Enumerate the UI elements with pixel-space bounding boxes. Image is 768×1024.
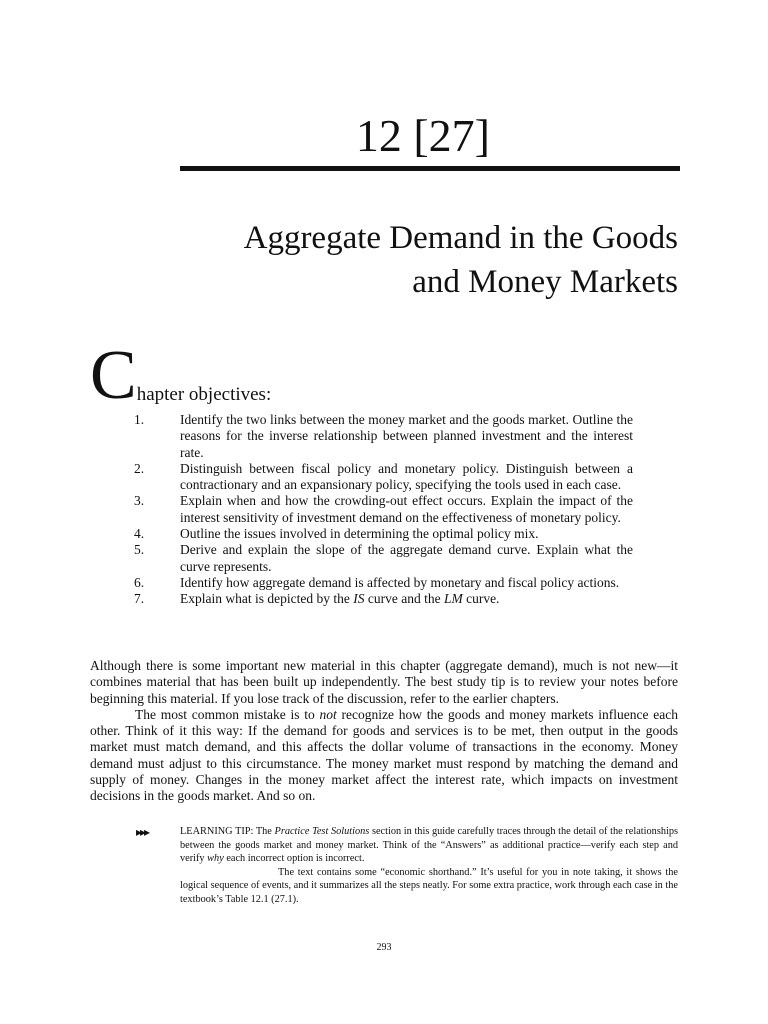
drop-cap: C bbox=[90, 337, 137, 414]
learning-tip bbox=[180, 825, 678, 907]
objective-text: Identify the two links between the money market and the goods market. Outline the reasons for the inverse relationship between planned investment and the interest rate. bbox=[180, 412, 633, 460]
objective-item bbox=[130, 542, 633, 575]
objective-number: 3. bbox=[134, 493, 145, 509]
objectives-heading bbox=[90, 337, 272, 414]
tip-emphasis: Practice Test Solutions bbox=[274, 826, 370, 837]
objective-number: 2. bbox=[134, 460, 145, 476]
objective-text-part: curve. bbox=[462, 591, 500, 607]
body-paragraph-2 bbox=[90, 707, 678, 805]
objective-item bbox=[130, 575, 633, 591]
objective-number: 4. bbox=[134, 526, 145, 542]
objective-item bbox=[130, 461, 633, 494]
emphasis: not bbox=[319, 706, 337, 722]
objective-text-part: Explain what is depicted by the bbox=[180, 591, 354, 607]
learning-tip-paragraph-1 bbox=[180, 825, 678, 866]
objective-item bbox=[130, 526, 633, 542]
objective-item bbox=[130, 591, 633, 607]
body-text bbox=[90, 658, 678, 805]
objective-text: Explain when and how the crowding-out effect occurs. Explain the impact of the interest sensitivity of investment demand on the effectiveness of monetary policy. bbox=[180, 493, 633, 525]
tip-text: LEARNING TIP: The bbox=[180, 826, 275, 837]
chapter-title bbox=[244, 216, 678, 304]
body-paragraph-1: Although there is some important new material in this chapter (aggregate demand), much is not new—it combines material that has been built up independently. The best study tip is to review your notes before beginning this material. If you lose track of the discussion, refer to the earlier chapters. bbox=[90, 658, 678, 706]
chapter-rule bbox=[180, 166, 680, 171]
objective-number: 5. bbox=[134, 542, 145, 558]
is-curve-label: IS bbox=[353, 591, 365, 607]
paragraph-text: The most common mistake is to bbox=[135, 706, 320, 722]
page-number: 293 bbox=[376, 942, 392, 953]
objective-item bbox=[130, 412, 633, 461]
tip-text: each incorrect option is incorrect. bbox=[223, 853, 365, 865]
chapter-number: 12 [27] bbox=[355, 110, 490, 161]
objective-text: Identify how aggregate demand is affected by monetary and fiscal policy actions. bbox=[180, 574, 620, 590]
objective-number: 1. bbox=[134, 412, 145, 427]
objective-text-part: curve and the bbox=[364, 591, 444, 607]
objective-text: Outline the issues involved in determining the optimal policy mix. bbox=[180, 526, 539, 542]
objective-number: 7. bbox=[134, 591, 145, 607]
objective-text: Derive and explain the slope of the aggregate demand curve. Explain what the curve represents. bbox=[180, 542, 633, 574]
tip-text: section in this guide carefully traces through the detail of the relationships between the goods market and money market. Think of the “Answers” as additional practice—verify each step and verify bbox=[180, 826, 678, 865]
tip-emphasis: why bbox=[207, 853, 224, 865]
objectives-heading-text: hapter objectives: bbox=[136, 384, 272, 405]
learning-tip-paragraph-2: The text contains some “economic shorthand.” It’s useful for you in note taking, it shows the logical sequence of events, and it summarizes all the steps neatly. For some extra practice, work through each case in the textbook’s Table 12.1 (27.1). bbox=[180, 866, 678, 905]
objectives-list bbox=[130, 412, 633, 608]
objective-number: 6. bbox=[134, 574, 145, 590]
objective-item bbox=[130, 493, 633, 526]
objective-text: Distinguish between fiscal policy and monetary policy. Distinguish between a contractionary and an expansionary policy, specifying the tools used in each case. bbox=[180, 460, 633, 493]
lm-curve-label: LM bbox=[443, 591, 463, 607]
objective-text bbox=[180, 591, 499, 606]
paragraph-text: recognize how the goods and money markets influence each other. Think of it this way: If the demand for goods and services is to be met, then output in the goods market must match demand, and this affects the dollar volume of transactions in the economy. Money demand must adjust to this circumstance. The money market must respond by matching the demand and supply of money. Changes in the money market affect the interest rate, which impacts on investment decisions in the goods market. And so on. bbox=[90, 706, 678, 804]
learning-tip-arrows-icon: ▸▸▸ bbox=[136, 825, 149, 839]
chapter-title-line-2: and Money Markets bbox=[412, 264, 678, 300]
chapter-title-line-1: Aggregate Demand in the Goods bbox=[243, 220, 678, 256]
